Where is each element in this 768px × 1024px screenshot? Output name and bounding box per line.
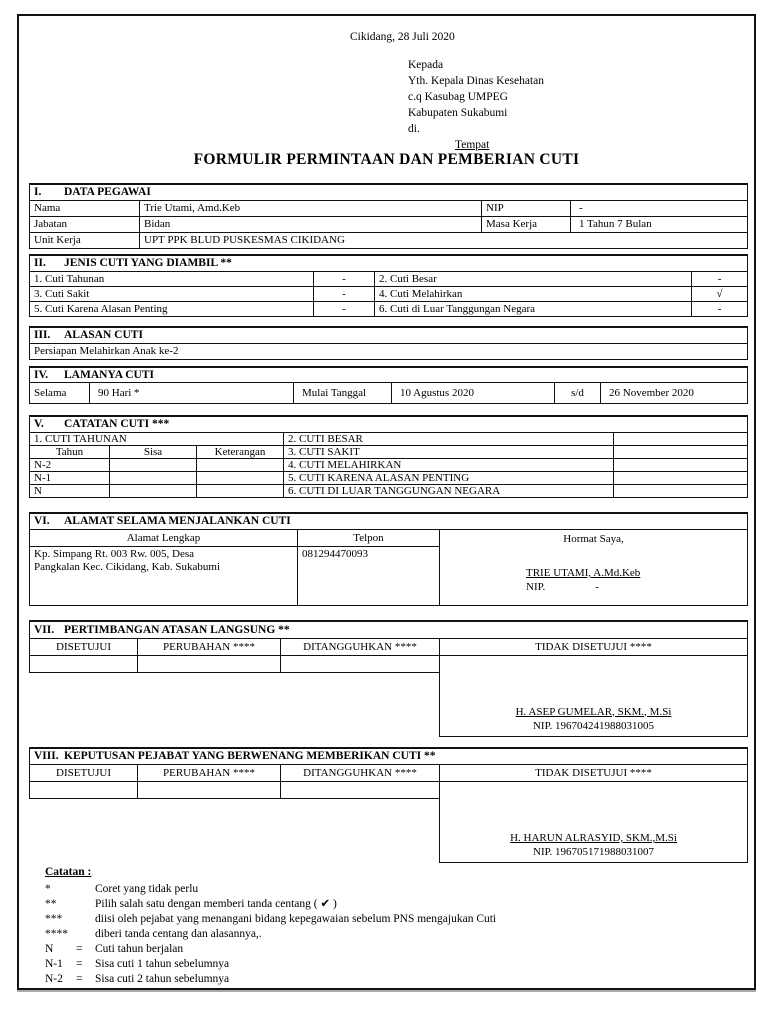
section-header bbox=[30, 416, 748, 432]
note-item: N-1 = Sisa cuti 1 tahun sebelumnya bbox=[45, 958, 230, 970]
end-date-value: 26 November 2020 bbox=[601, 383, 748, 404]
section-header bbox=[30, 255, 748, 272]
recipient-line: Yth. Kepala Dinas Kesehatan bbox=[408, 75, 545, 87]
cuti-type-label: 4. Cuti Melahirkan bbox=[375, 287, 692, 302]
col-perubahan: PERUBAHAN **** bbox=[138, 638, 281, 655]
nip-value: - bbox=[595, 581, 599, 593]
year-cell: N-2 bbox=[30, 458, 110, 471]
section-header bbox=[30, 184, 748, 200]
nip-label: NIP. bbox=[526, 581, 546, 593]
cuti-tahunan-label: 1. CUTI TAHUNAN bbox=[30, 432, 284, 445]
cuti-type-label: 2. Cuti Besar bbox=[375, 272, 692, 287]
recipient-place: Tempat bbox=[455, 139, 490, 151]
keterangan-cell bbox=[197, 471, 284, 484]
note-item: N-2 = Sisa cuti 2 tahun sebelumnya bbox=[45, 973, 230, 985]
checkmark: √ bbox=[692, 287, 748, 302]
section-title: JENIS CUTI YANG DIAMBIL ** bbox=[64, 257, 232, 270]
catatan-item: 4. CUTI MELAHIRKAN bbox=[284, 458, 614, 471]
section-title: KEPUTUSAN PEJABAT YANG BERWENANG MEMBERIKAN CUTI ** bbox=[64, 750, 436, 763]
signer-name: H. ASEP GUMELAR, SKM., M.Si bbox=[515, 705, 672, 718]
ditangguhkan-cell bbox=[281, 655, 440, 672]
sisa-header: Sisa bbox=[110, 445, 197, 458]
table-row bbox=[30, 383, 748, 404]
section-numeral: I. bbox=[34, 186, 42, 199]
table-row bbox=[30, 432, 748, 445]
section-numeral: III. bbox=[34, 329, 51, 342]
section-header bbox=[30, 748, 748, 765]
section-title: ALAMAT SELAMA MENJALANKAN CUTI bbox=[64, 515, 291, 528]
col-ditangguhkan: DITANGGUHKAN **** bbox=[281, 638, 440, 655]
section-header bbox=[30, 513, 748, 530]
sisa-cell bbox=[110, 484, 197, 497]
table-row bbox=[30, 765, 748, 782]
disetujui-cell bbox=[30, 655, 138, 672]
note-symbol: **** bbox=[45, 928, 68, 940]
form-page bbox=[17, 14, 756, 990]
section-data-pegawai bbox=[29, 183, 748, 249]
unit-kerja-label: Unit Kerja bbox=[30, 232, 140, 248]
catatan-item-value bbox=[614, 471, 748, 484]
section-pertimbangan-atasan bbox=[29, 620, 748, 737]
note-item bbox=[45, 897, 747, 912]
note-item: N = Cuti tahun berjalan bbox=[45, 943, 184, 955]
catatan-item-value bbox=[614, 445, 748, 458]
masa-kerja-label: Masa Kerja bbox=[482, 216, 571, 232]
jabatan-label: Jabatan bbox=[30, 216, 140, 232]
nip-label: NIP bbox=[482, 200, 571, 216]
col-ditangguhkan: DITANGGUHKAN **** bbox=[281, 765, 440, 782]
signature-block bbox=[440, 566, 747, 594]
perubahan-cell bbox=[138, 782, 281, 799]
sisa-cell bbox=[110, 458, 197, 471]
signer-name: H. HARUN ALRASYID, SKM.,M.Si bbox=[510, 832, 677, 844]
col-disetujui: DISETUJUI bbox=[30, 765, 138, 782]
table-row bbox=[30, 655, 748, 672]
signature-cell-atasan bbox=[440, 655, 748, 736]
nama-value: Trie Utami, Amd.Keb bbox=[140, 200, 482, 216]
nip-value: - bbox=[571, 200, 748, 216]
section-title: CATATAN CUTI *** bbox=[64, 418, 170, 431]
recipient-line: Kepada bbox=[408, 59, 444, 71]
table-row bbox=[30, 458, 748, 471]
col-perubahan: PERUBAHAN **** bbox=[138, 765, 281, 782]
signature-cell-pejabat bbox=[440, 782, 748, 863]
cuti-type-value: - bbox=[314, 302, 375, 317]
note-symbol: *** bbox=[45, 913, 63, 925]
masa-kerja-value: 1 Tahun 7 Bulan bbox=[571, 216, 748, 232]
section-numeral: V. bbox=[34, 418, 44, 431]
note-symbol: N-1 bbox=[45, 958, 63, 970]
section-title: PERTIMBANGAN ATASAN LANGSUNG ** bbox=[64, 623, 290, 636]
sisa-cell bbox=[110, 471, 197, 484]
col-tidak-disetujui: TIDAK DISETUJUI **** bbox=[440, 765, 748, 782]
recipient-line: Kabupaten Sukabumi bbox=[408, 107, 508, 119]
disetujui-cell bbox=[30, 782, 138, 799]
nama-label: Nama bbox=[30, 200, 140, 216]
note-symbol: N-2 bbox=[45, 973, 63, 985]
start-date-value: 10 Agustus 2020 bbox=[392, 383, 555, 404]
form-body bbox=[29, 183, 747, 987]
cuti-type-value: - bbox=[314, 272, 375, 287]
table-row bbox=[30, 200, 748, 216]
catatan-item-value bbox=[614, 432, 748, 445]
note-symbol: N bbox=[45, 943, 54, 955]
alamat-header: Alamat Lengkap bbox=[30, 530, 298, 547]
address-value: Kp. Simpang Rt. 003 Rw. 005, Desa Pangkalan Kec. Cikidang, Kab. Sukabumi bbox=[30, 547, 298, 606]
note-text: Sisa cuti 2 tahun sebelumnya bbox=[95, 973, 230, 985]
note-text: Cuti tahun berjalan bbox=[95, 943, 184, 955]
cuti-type-label: 6. Cuti di Luar Tanggungan Negara bbox=[375, 302, 692, 317]
table-row bbox=[30, 232, 748, 248]
catatan-item-value bbox=[614, 484, 748, 497]
section-lamanya-cuti bbox=[29, 366, 748, 405]
notes-title: Catatan : bbox=[45, 866, 92, 878]
section-numeral: IV. bbox=[34, 368, 49, 381]
section-numeral: VII. bbox=[34, 623, 55, 636]
note-symbol: ** bbox=[45, 898, 57, 910]
catatan-item: 2. CUTI BESAR bbox=[284, 432, 614, 445]
section-jenis-cuti bbox=[29, 254, 748, 318]
cuti-type-label: 3. Cuti Sakit bbox=[30, 287, 314, 302]
keterangan-header: Keterangan bbox=[197, 445, 284, 458]
telpon-header: Telpon bbox=[298, 530, 440, 547]
note-text: Pilih salah satu dengan memberi tanda centang ( ✔ ) bbox=[95, 898, 337, 910]
keterangan-cell bbox=[197, 484, 284, 497]
section-catatan-cuti bbox=[29, 415, 748, 498]
table-row bbox=[30, 782, 748, 799]
signer-nip: NIP. 196705171988031007 bbox=[533, 846, 655, 858]
note-item bbox=[45, 912, 747, 927]
year-cell: N-1 bbox=[30, 471, 110, 484]
section-alasan-cuti bbox=[29, 326, 748, 360]
date-line: Cikidang, 28 Juli 2020 bbox=[350, 31, 455, 43]
section-alamat bbox=[29, 512, 748, 607]
notes-block bbox=[45, 866, 747, 987]
ditangguhkan-cell bbox=[281, 782, 440, 799]
section-numeral: VIII. bbox=[34, 750, 59, 763]
section-header bbox=[30, 367, 748, 383]
cuti-type-value: - bbox=[692, 272, 748, 287]
sd-label: s/d bbox=[555, 383, 601, 404]
table-row bbox=[30, 445, 748, 458]
empty-area bbox=[30, 799, 440, 863]
phone-value: 081294470093 bbox=[298, 547, 440, 606]
section-numeral: VI. bbox=[34, 515, 50, 528]
note-text: Sisa cuti 1 tahun sebelumnya bbox=[95, 958, 230, 970]
salutation: Hormat Saya, bbox=[563, 533, 624, 545]
year-cell: N bbox=[30, 484, 110, 497]
recipient-line: di. bbox=[408, 123, 420, 135]
note-item bbox=[45, 882, 747, 897]
keterangan-cell bbox=[197, 458, 284, 471]
col-disetujui: DISETUJUI bbox=[30, 638, 138, 655]
col-tidak-disetujui: TIDAK DISETUJUI **** bbox=[440, 638, 748, 655]
unit-kerja-value: UPT PPK BLUD PUSKESMAS CIKIDANG bbox=[140, 232, 748, 248]
section-header bbox=[30, 621, 748, 638]
selama-label: Selama bbox=[30, 383, 90, 404]
note-symbol: * bbox=[45, 883, 51, 895]
signature-cell-pemohon bbox=[440, 530, 748, 606]
table-row bbox=[30, 343, 748, 359]
table-row bbox=[30, 471, 748, 484]
note-text: diisi oleh pejabat yang menangani bidang kepegawaian sebelum PNS mengajukan Cuti bbox=[95, 913, 497, 925]
table-row bbox=[30, 302, 748, 317]
table-row bbox=[30, 216, 748, 232]
catatan-item-value bbox=[614, 458, 748, 471]
jabatan-value: Bidan bbox=[140, 216, 482, 232]
table-row bbox=[30, 272, 748, 287]
table-row bbox=[30, 287, 748, 302]
catatan-item: 6. CUTI DI LUAR TANGGUNGAN NEGARA bbox=[284, 484, 614, 497]
cuti-type-value: - bbox=[692, 302, 748, 317]
section-title: LAMANYA CUTI bbox=[64, 368, 154, 381]
section-title: ALASAN CUTI bbox=[64, 329, 143, 342]
catatan-item: 5. CUTI KARENA ALASAN PENTING bbox=[284, 471, 614, 484]
cuti-type-label: 1. Cuti Tahunan bbox=[30, 272, 314, 287]
table-row bbox=[30, 484, 748, 497]
section-header bbox=[30, 327, 748, 343]
table-row bbox=[30, 638, 748, 655]
recipient-line: c.q Kasubag UMPEG bbox=[408, 91, 508, 103]
catatan-item: 3. CUTI SAKIT bbox=[284, 445, 614, 458]
duration-value: 90 Hari * bbox=[90, 383, 294, 404]
mulai-label: Mulai Tanggal bbox=[294, 383, 392, 404]
section-keputusan-pejabat bbox=[29, 747, 748, 864]
perubahan-cell bbox=[138, 655, 281, 672]
table-row bbox=[30, 530, 748, 547]
note-text: Coret yang tidak perlu bbox=[95, 883, 199, 895]
section-title: DATA PEGAWAI bbox=[64, 186, 151, 199]
cuti-type-value: - bbox=[314, 287, 375, 302]
section-numeral: II. bbox=[34, 257, 46, 270]
tahun-header: Tahun bbox=[30, 445, 110, 458]
note-item bbox=[45, 927, 747, 942]
note-text: diberi tanda centang dan alasannya,. bbox=[95, 928, 262, 940]
cuti-type-label: 5. Cuti Karena Alasan Penting bbox=[30, 302, 314, 317]
page-title: FORMULIR PERMINTAAN DAN PEMBERIAN CUTI bbox=[193, 151, 580, 168]
signer-nip: NIP. 196704241988031005 bbox=[532, 719, 654, 732]
alasan-value: Persiapan Melahirkan Anak ke-2 bbox=[30, 343, 748, 359]
recipient-block bbox=[408, 57, 544, 153]
signer-name: TRIE UTAMI, A.Md.Keb bbox=[526, 567, 641, 579]
empty-area bbox=[30, 672, 440, 736]
